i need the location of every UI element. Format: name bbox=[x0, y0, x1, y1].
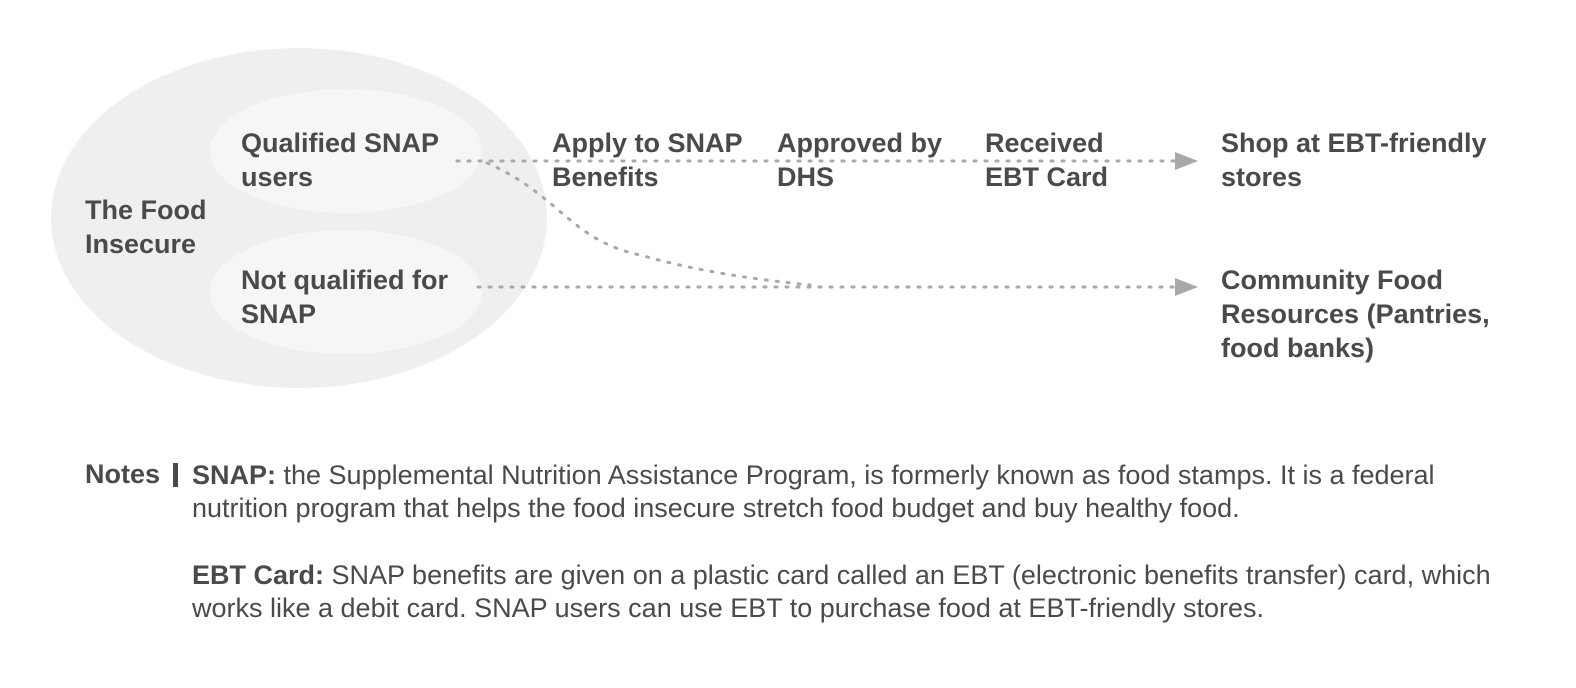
note-snap-term: SNAP: bbox=[192, 460, 277, 490]
food-insecure-label: The Food Insecure bbox=[85, 195, 207, 259]
not-qualified-label: Not qualified for SNAP bbox=[241, 265, 448, 329]
notes-title: Notes bbox=[85, 459, 161, 489]
note-snap-text: the Supplemental Nutrition Assistance Program, is formerly known as food stamps. It is a federal nutrition program that helps the food insecure stretch food budget and buy healthy food. bbox=[192, 460, 1435, 523]
destination-community-label: Community Food Resources (Pantries, food banks) bbox=[1221, 265, 1490, 363]
arrow-head-community bbox=[1175, 278, 1198, 296]
qualified-snap-label: Qualified SNAP users bbox=[241, 128, 440, 192]
note-snap bbox=[192, 459, 1532, 525]
notes-divider-bar bbox=[173, 463, 178, 487]
step-received-label: Received EBT Card bbox=[985, 128, 1109, 192]
step-apply-label: Apply to SNAP Benefits bbox=[552, 128, 743, 192]
note-ebt-card bbox=[192, 559, 1532, 625]
destination-shop-label: Shop at EBT-friendly stores bbox=[1221, 128, 1487, 192]
note-ebt-text: SNAP benefits are given on a plastic card called an EBT (electronic benefits transfer) card, which works like a debit card. SNAP users can use EBT to purchase food at EBT-friendly stores. bbox=[192, 560, 1491, 623]
step-approved-label: Approved by DHS bbox=[777, 128, 943, 192]
note-ebt-term: EBT Card: bbox=[192, 560, 325, 590]
arrow-head-shop bbox=[1175, 152, 1198, 170]
